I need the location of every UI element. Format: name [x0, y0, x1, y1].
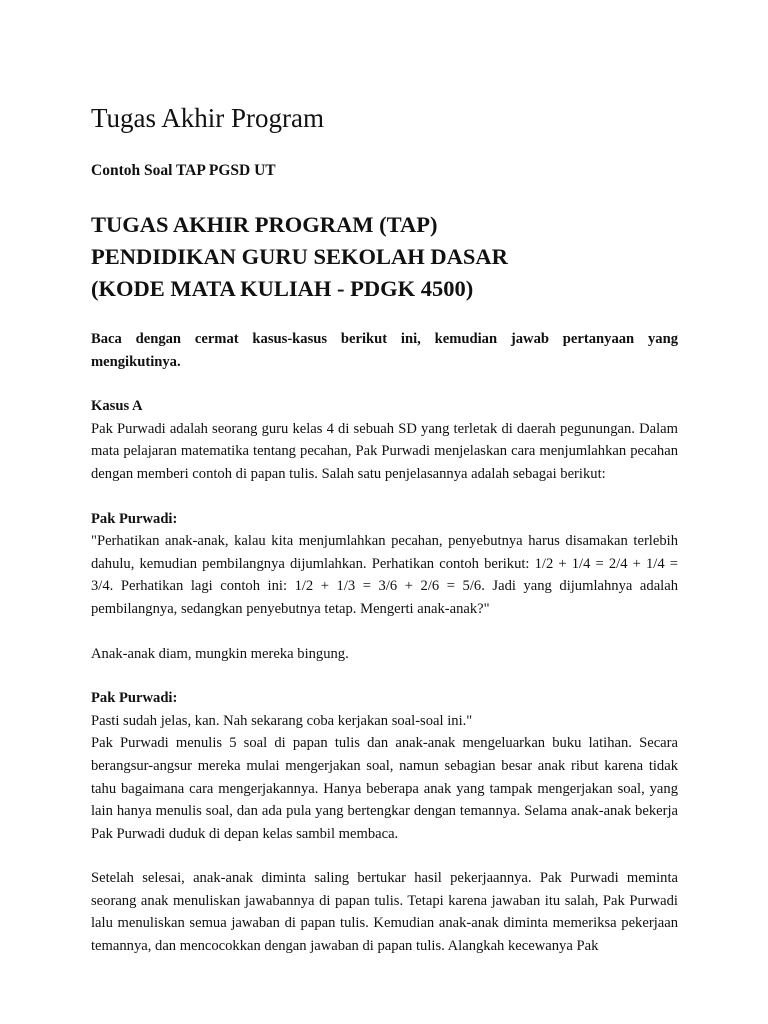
dialogue-block-2: [91, 687, 678, 732]
main-heading: [91, 209, 508, 305]
case-a-intro: Pak Purwadi adalah seorang guru kelas 4 di sebuah SD yang terletak di daerah pegunungan. Dalam mata pelajaran matematika tentang pecahan, Pak Purwadi menjelaskan cara menjumlahkan pecahan dengan memberi contoh di papan tulis. Salah satu penjelasannya adalah sebagai berikut:: [91, 420, 678, 482]
heading-line-2: PENDIDIKAN GURU SEKOLAH DASAR: [91, 244, 508, 269]
speaker-label-1: Pak Purwadi:: [91, 510, 178, 527]
heading-line-1: TUGAS AKHIR PROGRAM (TAP): [91, 212, 438, 237]
dialogue-quote-1: "Perhatikan anak-anak, kalau kita menjumlahkan pecahan, penyebutnya harus disamakan terlebih dahulu, kemudian pembilangnya dijumlahkan. Perhatikan contoh berikut: 1/2 + 1/4 = 2/4 + 1/4 = 3/4. Perhatikan lagi contoh ini: 1/2 + 1/3 = 3/6 + 2/6 = 5/6. Jadi yang dijumlahnya adalah pembilangnya, sedangkan penyebutnya tetap. Mengerti anak-anak?": [91, 533, 678, 617]
reaction-paragraph: Anak-anak diam, mungkin mereka bingung.: [91, 645, 349, 662]
speaker-label-2: Pak Purwadi:: [91, 690, 178, 707]
heading-line-3: (KODE MATA KULIAH - PDGK 4500): [91, 276, 474, 301]
narrative-paragraph-2: Setelah selesai, anak-anak diminta saling bertukar hasil pekerjaannya. Pak Purwadi meminta seorang anak menuliskan jawabannya di papan tulis. Tetapi karena jawaban itu salah, Pak Purwadi lalu menuliskan semua jawaban di papan tulis. Kemudian anak-anak diminta memeriksa pekerjaan temannya, dan mencocokkan dengan jawaban di papan tulis. Alangkah kecewanya Pak: [91, 870, 678, 955]
case-a-label: Kasus A: [91, 398, 143, 415]
instruction-paragraph: Baca dengan cermat kasus-kasus berikut ini, kemudian jawab pertanyaan yang mengikutinya.: [91, 331, 678, 370]
document-body: [91, 328, 678, 980]
document-subtitle: Contoh Soal TAP PGSD UT: [91, 162, 276, 179]
narrative-paragraph-1: Pak Purwadi menulis 5 soal di papan tulis dan anak-anak mengeluarkan buku latihan. Secara berangsur-angsur mereka mulai mengerjakan soal, namun sebagian besar anak ribut karena tidak tahu bagaimana cara mengerjakannya. Hanya beberapa anak yang tampak mengerjakan soal, yang lain hanya menulis soal, dan ada pula yang bertengkar dengan temannya. Selama anak-anak bekerja Pak Purwadi duduk di depan kelas sambil membaca.: [91, 735, 678, 842]
document-title: Tugas Akhir Program: [91, 103, 325, 133]
case-a-section: [91, 395, 678, 485]
dialogue-quote-2: Pasti sudah jelas, kan. Nah sekarang coba kerjakan soal-soal ini.": [91, 712, 473, 729]
dialogue-block-1: [91, 508, 678, 621]
